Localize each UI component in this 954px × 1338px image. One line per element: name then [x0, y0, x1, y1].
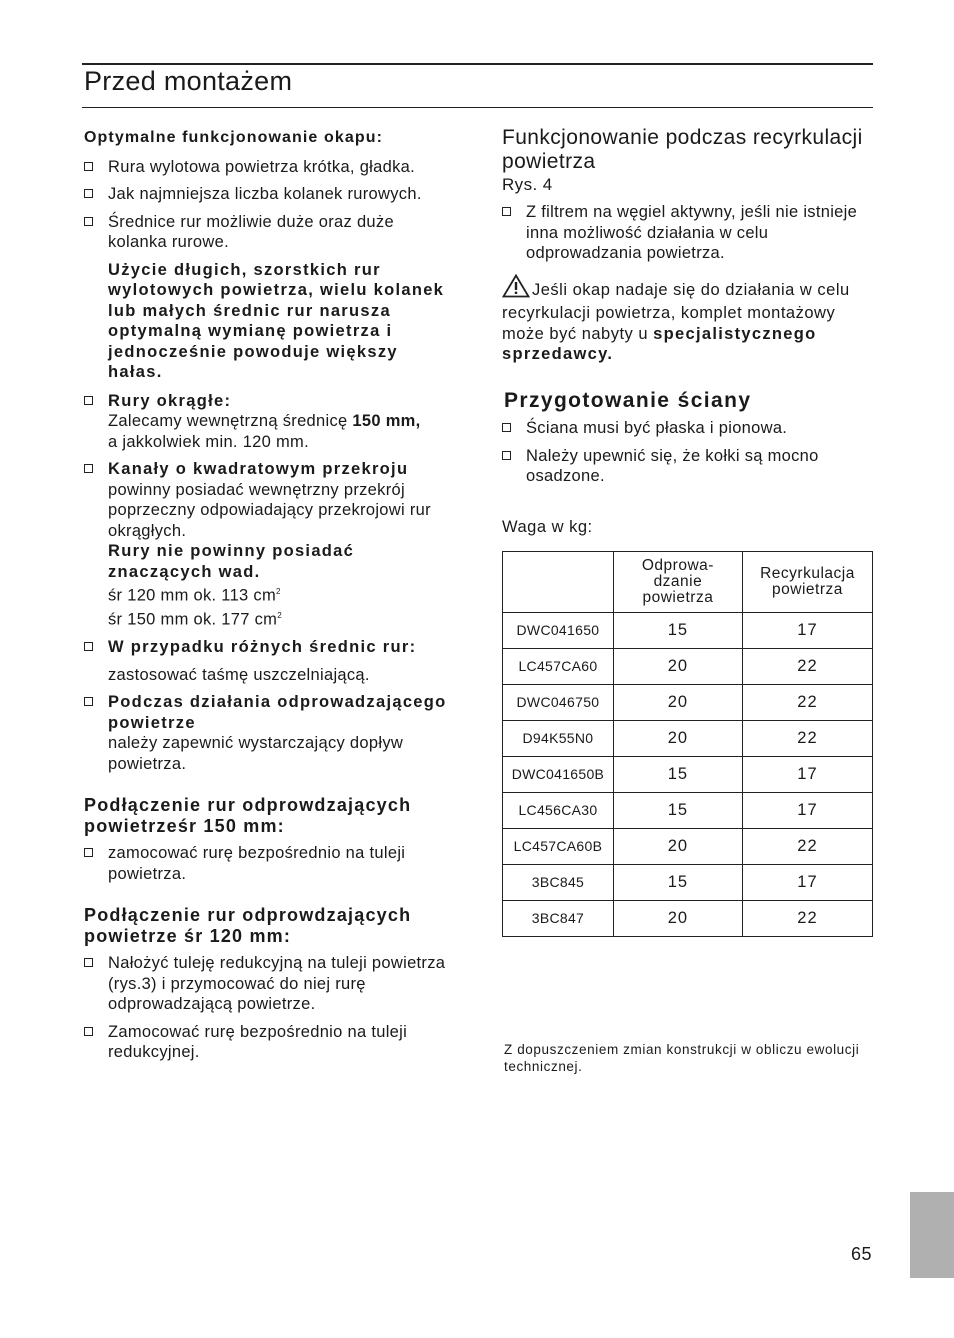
list-item: Należy upewnić się, że kołki są mocno osadzone. — [502, 446, 874, 487]
table-row — [503, 613, 873, 649]
table-row — [503, 793, 873, 829]
page-title: Przed montażem — [84, 66, 293, 96]
warning-triangle-icon — [502, 274, 530, 304]
connection-120-heading: Podłączenie rur odprowdzających powietrze śr 120 mm: — [84, 905, 412, 946]
extraction-weight-cell: 20 — [613, 829, 742, 865]
checkbox-bullet-icon — [502, 451, 511, 460]
air-supply-title: Podczas działania odprowadzającego powietrze — [108, 693, 447, 732]
top-rule — [82, 63, 873, 65]
list-item: zamocować rurę bezpośrednio na tuleji powietrza. — [84, 843, 456, 884]
list-item: Ściana musi być płaska i pionowa. — [502, 418, 874, 439]
square-ducts-item: Kanały o kwadratowym przekroju powinny posiadać wewnętrzny przekrój poprzeczny odpowiadający przekrojowi rur okrągłych. Rury nie powinny posiadać znaczących wad. śr 120 mm ok. 113 $cm^2$ śr 150 mm ok. 177 $cm^2$ — [84, 459, 456, 630]
footnote: Z dopuszczeniem zmian konstrukcji w obliczu ewolucji technicznej. — [504, 1042, 860, 1074]
extraction-weight-cell: 15 — [613, 793, 742, 829]
model-cell: LC457CA60 — [503, 649, 614, 685]
list-item: Zamocować rurę bezpośrednio na tuleji redukcyjnej. — [84, 1022, 456, 1063]
weight-table — [502, 551, 873, 937]
model-cell: 3BC847 — [503, 901, 614, 937]
extraction-weight-cell: 20 — [613, 721, 742, 757]
table-row — [503, 649, 873, 685]
optimal-operation-heading: Optymalne funkcjonowanie okapu: — [84, 129, 384, 146]
table-row — [503, 721, 873, 757]
recirculation-heading: Funkcjonowanie podczas recyrkulacji powietrza — [502, 126, 863, 173]
model-cell: DWC041650 — [503, 613, 614, 649]
checkbox-bullet-icon — [84, 958, 93, 967]
pipe-warning-text: Użycie długich, szorstkich rur wylotowych powietrza, wielu kolanek lub małych średnic rur narusza optymalną wymianę powietrza i jednocześnie powoduje większy hałas. — [108, 260, 445, 381]
recirculation-weight-cell: 17 — [742, 613, 872, 649]
square-ducts-note: Rury nie powinny posiadać znaczących wad. — [108, 542, 355, 581]
square-ducts-title: Kanały o kwadratowym przekroju — [108, 460, 409, 478]
extraction-weight-cell: 15 — [613, 757, 742, 793]
page-number: 65 — [851, 1244, 873, 1264]
list-item: Nałożyć tuleję redukcyjną na tuleji powietrza (rys.3) i przymocować do niej rurę odprowadzającą powietrze. — [84, 953, 456, 1015]
weight-label: Waga w kg: — [502, 517, 593, 536]
checkbox-bullet-icon — [84, 217, 93, 226]
figure-reference: Rys. 4 — [502, 175, 553, 194]
recirculation-weight-cell: 22 — [742, 721, 872, 757]
model-cell: DWC046750 — [503, 685, 614, 721]
table-row — [503, 685, 873, 721]
round-pipes-item: Rury okrągłe: Zalecamy wewnętrzną średnicę 150 mm, a jakkolwiek min. 120 mm. — [84, 391, 456, 453]
right-column — [502, 126, 874, 937]
header-model — [503, 552, 614, 613]
table-row — [503, 901, 873, 937]
extraction-weight-cell: 20 — [613, 901, 742, 937]
checkbox-bullet-icon — [502, 207, 511, 216]
round-pipes-title: Rury okrągłe: — [108, 391, 232, 410]
recirculation-weight-cell: 22 — [742, 829, 872, 865]
model-cell: LC457CA60B — [503, 829, 614, 865]
model-cell: DWC041650B — [503, 757, 614, 793]
recirculation-weight-cell: 17 — [742, 865, 872, 901]
side-tab-marker — [910, 1192, 954, 1278]
model-cell: 3BC845 — [503, 865, 614, 901]
checkbox-bullet-icon — [84, 1027, 93, 1036]
recirculation-weight-cell: 22 — [742, 649, 872, 685]
table-row — [503, 865, 873, 901]
header-extraction: Odprowa- dzanie powietrza — [613, 552, 742, 613]
recirculation-weight-cell: 17 — [742, 757, 872, 793]
title-underline — [82, 107, 873, 108]
extraction-weight-cell: 15 — [613, 613, 742, 649]
different-diameters-text: zastosować taśmę uszczelniającą. — [108, 665, 370, 684]
recirculation-weight-cell: 22 — [742, 901, 872, 937]
checkbox-bullet-icon — [84, 697, 93, 706]
checkbox-bullet-icon — [84, 642, 93, 651]
checkbox-bullet-icon — [502, 423, 511, 432]
recirculation-weight-cell: 17 — [742, 793, 872, 829]
list-item: Z filtrem na węgiel aktywny, jeśli nie istnieje inna możliwość działania w celu odprowadzania powietrza. — [502, 202, 874, 264]
checkbox-bullet-icon — [84, 162, 93, 171]
different-diameters-item — [84, 637, 456, 658]
table-header-row — [503, 552, 873, 613]
extraction-weight-cell: 15 — [613, 865, 742, 901]
recirculation-warning: Jeśli okap nadaje się do działania w celu recyrkulacji powietrza, komplet montażowy może być nabyty u specjalistycznego sprzedawcy. — [502, 274, 874, 365]
air-supply-item: Podczas działania odprowadzającego powietrze należy zapewnić wystarczający dopływ powietrza. — [84, 692, 456, 774]
table-row — [503, 757, 873, 793]
extraction-weight-cell: 20 — [613, 685, 742, 721]
checkbox-bullet-icon — [84, 189, 93, 198]
weight-table-body — [503, 613, 873, 937]
connection-150-heading: Podłączenie rur odprowdzających powietrześr 150 mm: — [84, 795, 412, 836]
checkbox-bullet-icon — [84, 464, 93, 473]
extraction-weight-cell: 20 — [613, 649, 742, 685]
model-cell: LC456CA30 — [503, 793, 614, 829]
list-item: Rura wylotowa powietrza krótka, gładka. — [84, 157, 456, 178]
table-row — [503, 829, 873, 865]
model-cell: D94K55N0 — [503, 721, 614, 757]
different-diameters-title: W przypadku różnych średnic rur: — [108, 638, 417, 656]
recirculation-weight-cell: 22 — [742, 685, 872, 721]
checkbox-bullet-icon — [84, 848, 93, 857]
checkbox-bullet-icon — [84, 396, 93, 405]
header-recirculation: Recyrkulacja powietrza — [742, 552, 872, 613]
list-item: Średnice rur możliwie duże oraz duże kolanka rurowe. — [84, 212, 456, 253]
list-item: Jak najmniejsza liczba kolanek rurowych. — [84, 184, 456, 205]
left-column — [84, 128, 456, 1070]
wall-preparation-heading: Przygotowanie ściany — [504, 388, 752, 412]
